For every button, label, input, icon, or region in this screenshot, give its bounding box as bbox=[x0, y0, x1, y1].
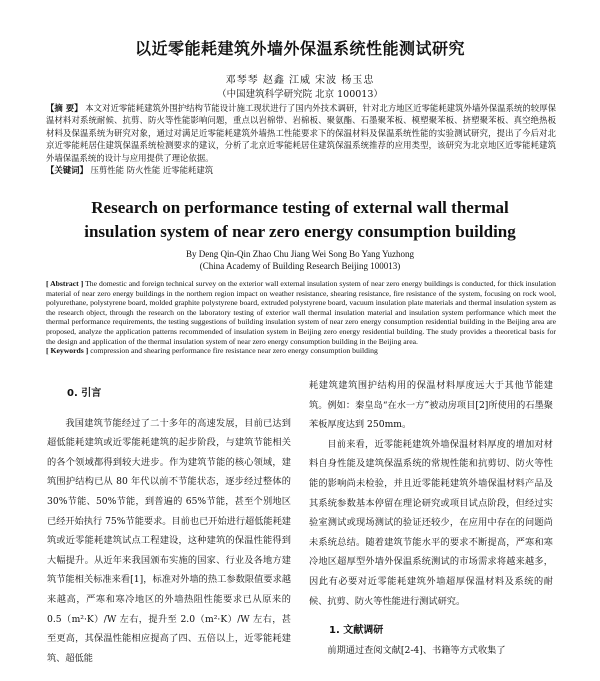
english-abstract bbox=[46, 279, 556, 356]
section-1-paragraph: 前期通过查阅文献[2-4]、书籍等方式收集了 bbox=[327, 644, 506, 656]
continued-paragraph: 耗建筑建筑围护结构用的保温材料厚度远大于其他节能建筑。例如：秦皇岛“在水一方”被动房项目[2]所使用的石墨聚苯板厚度达到 250mm。 bbox=[309, 380, 553, 431]
chinese-affiliation: （中国建筑科学研究院 北京 100013） bbox=[217, 89, 383, 100]
english-title bbox=[0, 196, 600, 244]
chinese-abstract bbox=[46, 102, 556, 176]
left-column bbox=[47, 384, 291, 668]
english-title-line2: insulation system of near zero energy consumption building bbox=[84, 222, 516, 241]
chinese-authors: 邓琴琴 赵鑫 江威 宋波 杨玉忠 bbox=[225, 75, 375, 86]
chinese-keywords-text: 压剪性能 防火性能 近零能耗建筑 bbox=[90, 165, 214, 176]
english-abstract-label: [ Abstract ] bbox=[46, 279, 84, 288]
english-authors: By Deng Qin-Qin Zhao Chu Jiang Wei Song Bo Yang Yuzhong bbox=[185, 249, 415, 259]
english-abstract-text: The domestic and foreign technical survey on the exterior wall external insulation system of near zero energy buildings is conducted, for thick insulation material of near zero energy buildings in the northern region impact on weather resistance, shearing resistance, fire resistance of the system, focusing on rock wool, polyurethane, polystyrene board, molded graphite polystyrene board, extruded polystyrene board, vacuum insulation plate materials and thermal insulation system as the research object, through the research on the laboratory testing of exterior wall thermal insulation material and insulation system performance which meet the thermal performance requirements, the testing suggestions of building insulation system of near zero energy consumption residential building in the Beijing area are proposed, analyze the application patterns recommended of insulation system in Beijing zero energy residential building. The study provides a theoretical basis for the design and application of the thermal insulation system of near zero energy consumption building in the Beijing area. bbox=[46, 279, 556, 346]
chinese-keywords-label: 【关键词】 bbox=[46, 165, 88, 176]
english-keywords-text: compression and shearing performance fire resistance near zero energy consumption building bbox=[90, 346, 378, 356]
right-column bbox=[309, 376, 553, 660]
english-keywords-label: [ Keywords ] bbox=[46, 346, 89, 356]
chinese-title: 以近零能耗建筑外墙外保温系统性能测试研究 bbox=[134, 39, 465, 58]
chinese-abstract-label: 【摘 要】 bbox=[46, 103, 83, 113]
english-title-line1: Research on performance testing of external wall thermal bbox=[91, 198, 509, 217]
english-affiliation: (China Academy of Building Research Beijing 100013) bbox=[199, 261, 401, 271]
chinese-abstract-text: 本文对近零能耗建筑外围护结构节能设计施工现状进行了国内外技术调研，针对北方地区近零能耗建筑外墙外保温系统的较厚保温材料对系统耐候、抗剪、防火等性能影响问题，重点以岩棉带、岩棉板、聚氨酯、石墨聚苯板、模塑聚苯板、挤塑聚苯板、真空绝热板材料及保温系统为研究对象，通过对满足近零能耗建筑外墙热工性能要求下的保温材料及保温系统性能的实验测试研究，提出了今后对北京近零能耗居住建筑保温系统检测要求的建议，分析了北京近零能耗居住建筑保温系统推荐的应用类型，该研究为北京地区近零能耗建筑外墙保温系统的设计与应用提供了理论依据。 bbox=[46, 103, 556, 163]
section-0-heading: 0. 引言 bbox=[67, 388, 102, 399]
paragraph-2: 目前来看，近零能耗建筑外墙保温材料厚度的增加对材料自身性能及建筑保温系统的常规性能和抗剪切、防火等性能的影响尚未检验，并且近零能耗建筑外墙保温材料产品及其系统参数基本停留在理论研究或项目试点阶段，但经过实验室测试或现场测试的验证还较少，在应用中存在的问题尚未系统总结。随着建筑节能水平的要求不断提高，严寒和寒冷地区超厚型外墙外保温系统测试的市场需求将越来越多，因此有必要对近零能耗建筑外墙超厚保温材料及系统的耐候、抗剪、防火等性能进行测试研究。 bbox=[309, 438, 553, 607]
section-1-heading: 1. 文献调研 bbox=[329, 625, 384, 637]
section-0-paragraph: 我国建筑节能经过了二十多年的高速发展，目前已达到超低能耗建筑或近零能耗建筑的起步阶段，与建筑节能相关的各个领域都得到较大进步。作为建筑节能的核心领域，建筑围护结构已从 80 年代以前不节能状态，逐步经过整体的 30%节能、50%节能，到普遍的 65%节能，甚至个别地区已经开始执行 75%节能要求。目前也已开始进行超低能耗建筑或近零能耗建筑试点工程建设，这种建筑的保温性能得到大幅提升。从近年来我国颁布实施的国家、行业及各地方建筑节能相关标准来看[1]，标准对外墙的热工参数限值要求越来越高，严寒和寒冷地区的外墙热阻性能要求已从原来的 0.5（m²·K）/W 左右，提升至 2.0（m²·K）/W 左右，甚至更高，其保温性能相应提高了四、五倍以上，近零能耗建筑、超低能 bbox=[47, 417, 291, 664]
